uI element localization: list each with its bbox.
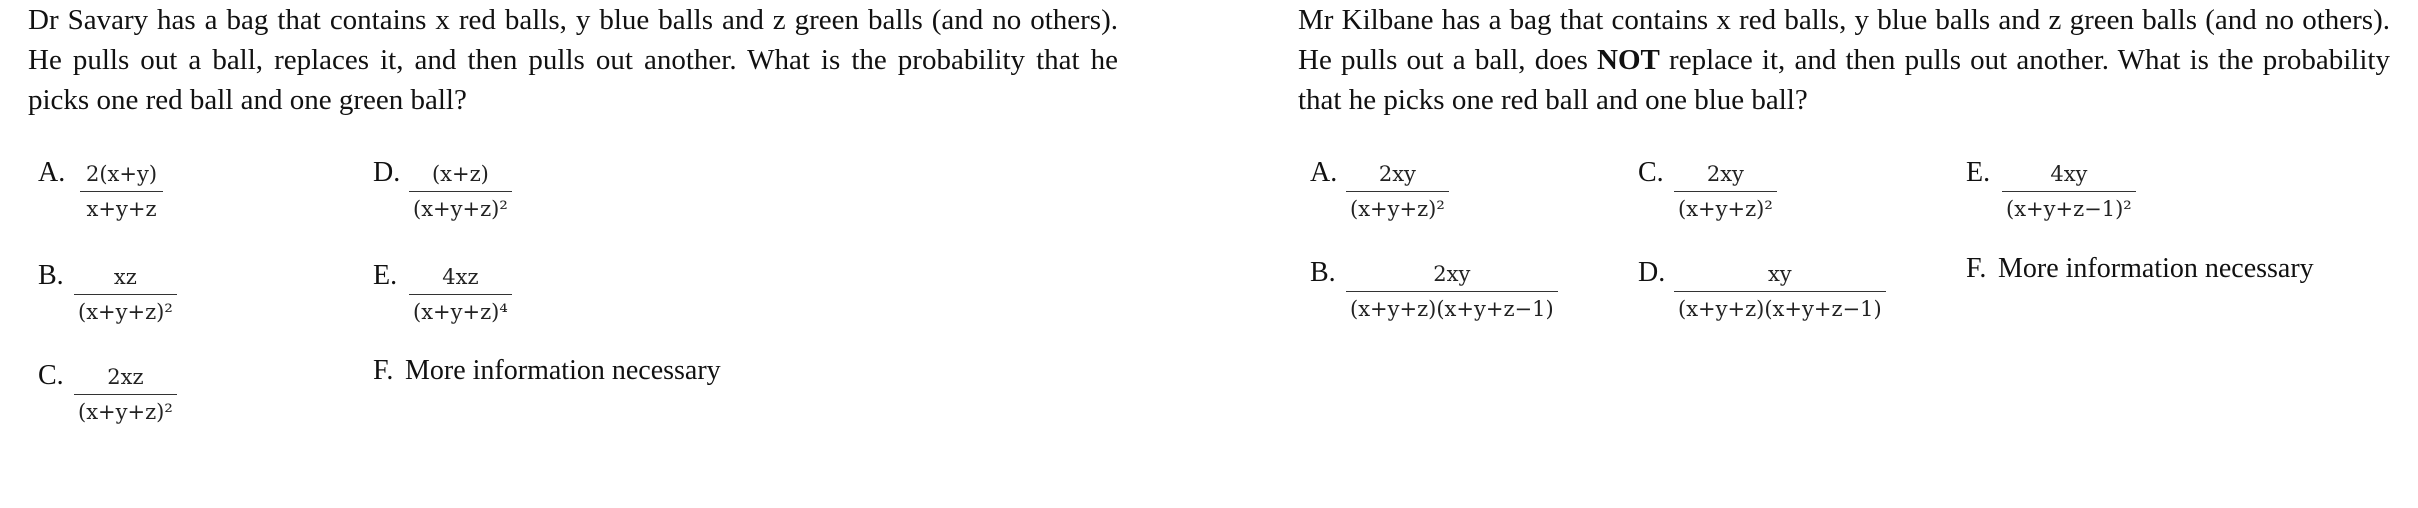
- option-letter: A.: [1310, 157, 1338, 188]
- option-letter: E.: [1966, 157, 1991, 188]
- fraction-numerator: 4xy: [2050, 162, 2088, 186]
- fraction-numerator: 2xy: [1433, 262, 1471, 286]
- fraction-denominator: (x+y+z)²: [1678, 197, 1773, 221]
- option-letter: F.: [1966, 253, 1987, 284]
- question-right: [1298, 0, 2390, 120]
- fraction-denominator: (x+y+z)⁴: [413, 300, 508, 324]
- fraction-denominator: (x+y+z)(x+y+z−1): [1350, 297, 1554, 321]
- option-text: More information necessary: [405, 355, 721, 386]
- fraction-denominator: (x+y+z)²: [413, 197, 508, 221]
- fraction-denominator: (x+y+z)(x+y+z−1): [1678, 297, 1882, 321]
- fraction-denominator: x+y+z: [86, 197, 157, 221]
- option-letter: C.: [1638, 157, 1664, 188]
- question-right-text-after: replace it, and then pulls out another. What is the probability that he picks one red ball and one blue ball?: [1298, 44, 2390, 116]
- option-letter: E.: [373, 260, 398, 291]
- question-right-text-before: Mr Kilbane has a bag that contains x red balls, y blue balls and z green balls (and no others). He pulls out a ball, does: [1298, 4, 2390, 76]
- option-fraction: [1346, 161, 1449, 222]
- option-letter: A.: [38, 157, 66, 188]
- fraction-numerator: 2xz: [107, 365, 144, 389]
- question-left: [28, 0, 1118, 120]
- option-text: More information necessary: [1998, 253, 2314, 284]
- fraction-denominator: (x+y+z)²: [78, 400, 173, 424]
- option-fraction: [74, 364, 177, 425]
- option-letter: C.: [38, 360, 64, 391]
- fraction-numerator: 2xy: [1706, 162, 1744, 186]
- question-right-emphasis: NOT: [1597, 44, 1660, 76]
- option-letter: B.: [38, 260, 64, 291]
- fraction-denominator: (x+y+z)²: [78, 300, 173, 324]
- option-fraction: [1674, 161, 1777, 222]
- question-right-text: [1298, 0, 2390, 120]
- option-fraction: [409, 161, 512, 222]
- fraction-numerator: (x+z): [431, 162, 489, 186]
- option-letter: D.: [1638, 257, 1666, 288]
- option-fraction: [409, 264, 512, 325]
- option-fraction: [1346, 261, 1558, 322]
- option-letter: D.: [373, 157, 401, 188]
- fraction-numerator: xz: [113, 265, 137, 289]
- option-fraction: [2002, 161, 2136, 222]
- question-left-text: Dr Savary has a bag that contains x red balls, y blue balls and z green balls (and no others). He pulls out a ball, replaces it, and then pulls out another. What is the probability that he picks one red ball and one green ball?: [28, 4, 1118, 116]
- fraction-numerator: xy: [1767, 262, 1792, 286]
- fraction-numerator: 2xy: [1378, 162, 1416, 186]
- option-fraction: [74, 264, 177, 325]
- fraction-denominator: (x+y+z)²: [1350, 197, 1445, 221]
- fraction-numerator: 2(x+y): [86, 162, 158, 186]
- option-letter: F.: [373, 355, 394, 386]
- option-fraction: [1674, 261, 1886, 322]
- option-letter: B.: [1310, 257, 1336, 288]
- option-fraction: [80, 161, 163, 222]
- fraction-denominator: (x+y+z−1)²: [2006, 197, 2132, 221]
- fraction-numerator: 4xz: [442, 265, 479, 289]
